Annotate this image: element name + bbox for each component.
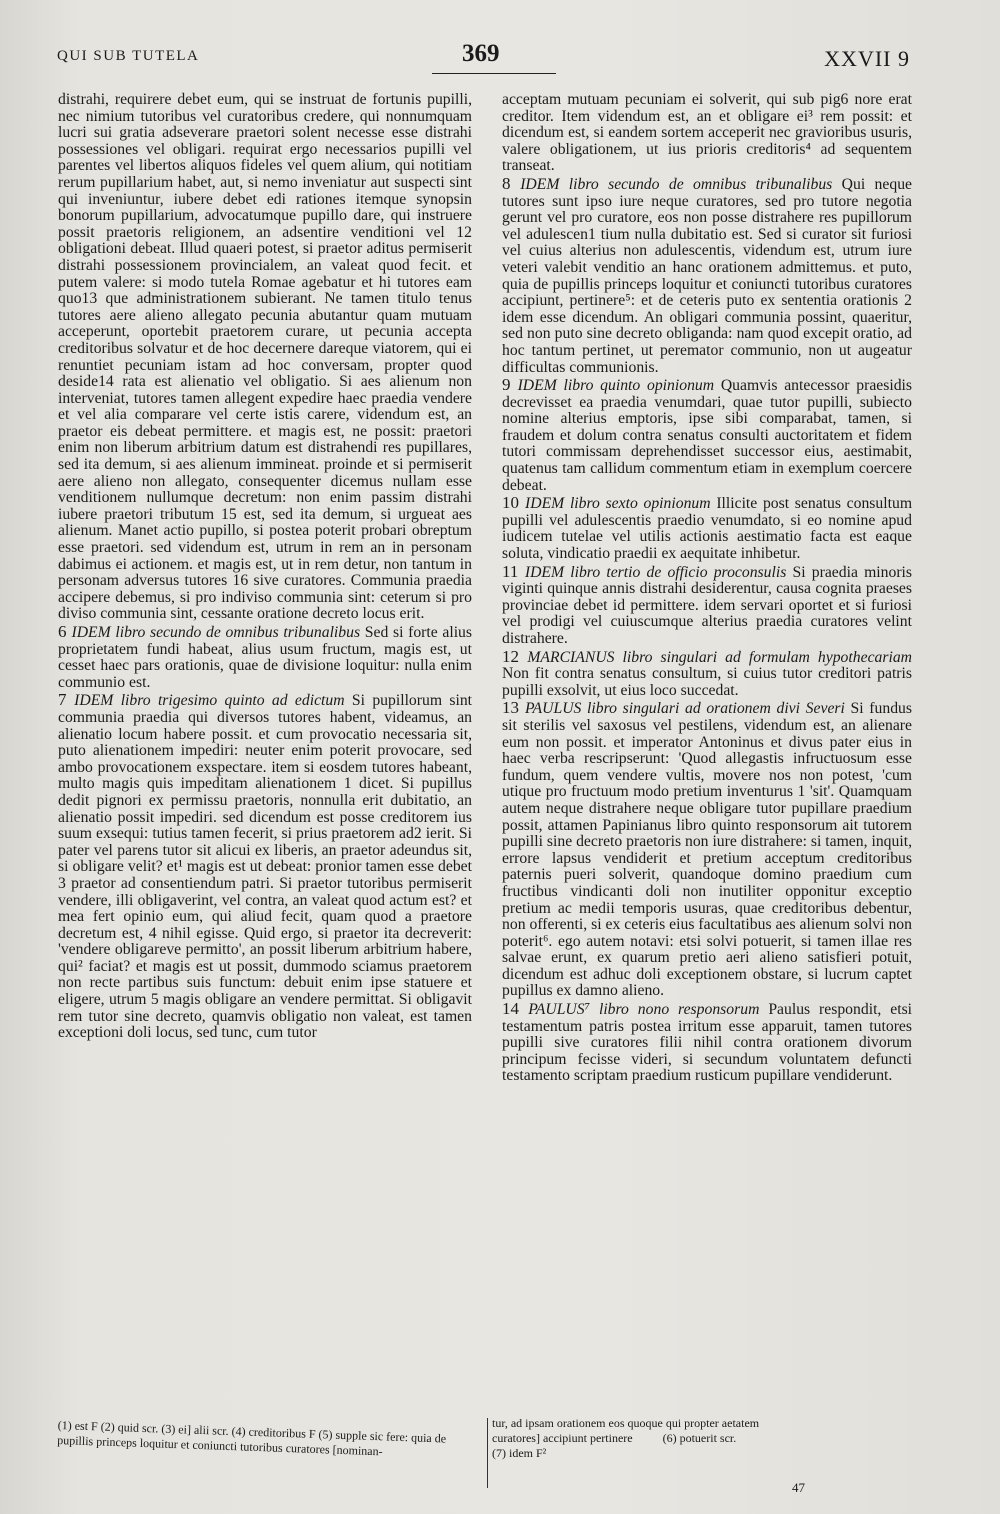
fragment-author: IDEM [520, 175, 560, 193]
fragment-number: 8 [502, 173, 521, 193]
right-column-text: acceptam mutuam pecuniam ei solverit, qui sub pig6 nore erat creditor. Item videndum est, an et obligare ei³ rem possit: et dicendum est, si eandem sortem acceperit nec gravioribus usuris, valere obligationem, ut ius prioris creditoris⁴ ad sequentem transeat. [502, 91, 912, 175]
fragment-paragraph [502, 700, 912, 1000]
fragment-author: PAULUS⁷ [528, 1001, 591, 1019]
fragment-number: 12 [502, 646, 528, 666]
footnote-divider [487, 1418, 488, 1488]
fragment-paragraph [502, 173, 913, 376]
fragment-text: Paulus respondit, etsi testamentum patris postea irritum esse apparuit, tamen tutores pupilli sive curatores filii nihil contra orationem divorum principum fecisse videri, si secundum voluntatem defuncti testamento scriptam praedium rusticum pupillare vendiderunt. [502, 1001, 913, 1085]
fragment-text: Sed si forte alius proprietatem fundi habeat, alius usum fructum, magis est, ut cesset haec pars orationis, quae de divisione loquitur: nulla enim communio est. [58, 624, 473, 691]
page-number: 369 [462, 40, 500, 67]
fragment-paragraph [502, 561, 913, 648]
footnotes-right [492, 1416, 912, 1461]
fragment-text: Si pupillorum sint communia praedia qui diversos tutores habent, videamus, an alienatio locum habere possit. et cum provocatio necessaria sit, puto alienationem impediri: neuter enim poterit provocare, sed ambo provocationem exspectare. item si eosdem tutores habeant, multo magis quis impeditam alienationem 1 dicet. Si pupillus dedit pignori ex permissu praetoris, nonnulla erit dubitatio, an alienatio possit impediri. sed dicendum est posse creditorem ius suum exsequi: tutius tamen fecerit, si prius praetorem ad2 ierit. Si pater vel parens tutor sit alicui ex liberis, an praetor adeundus sit, si obligare velit? et¹ magis est ut debeat: pronior tamen esse debet 3 praetor ad consentiendum patri. Si praetor tutoribus permiserit vendere, illi obligaverint, vel contra, an valeat quod actum est? et mea fert opinio eum, qui aliud fecit, quam quod a praetore decretum est, 4 nihil egisse. Quid ergo, si praetor ita decreverit: 'vendere obligareve permitto', an possit liberum arbitrium habere, qui² faciat? et magis est ut possit, dummodo sciamus praetorem non recte partibus suis functum: debuit enim ipse statuere et eligere, utrum 5 magis obligare an vendere permittat. Si obligavit rem tutor sine decreto, quamvis obligatio non valeat, est tamen exceptioni doli locus, sed tunc, cum tutor [58, 692, 473, 1042]
fragment-source: libro tertio de officio proconsulis [570, 563, 787, 581]
footnote-line: (7) idem F² [492, 1446, 547, 1460]
fragment-author: MARCIANUS [527, 648, 615, 666]
fragment-paragraph [502, 495, 912, 562]
running-header-title: QUI SUB TUTELA [57, 48, 200, 64]
fragment-paragraph [58, 692, 472, 1041]
fragment-paragraph [502, 377, 912, 494]
fragment-source: libro sexto opinionum [569, 495, 711, 513]
fragment-text: Si praedia minoris viginti quinque annis distrahi desiderentur, causa cognita praeses provinciae debet id permittere. idem servari oportet et si furiosi vel prodigi vel cuiuscumque alterius praedia curatores velint distrahere. [502, 563, 913, 647]
fragment-text: Si fundus sit sterilis vel saxosus vel pestilens, videndum est, an alienare eum non possit. et imperator Antoninus et divus pater eius in haec verba rescripserunt: 'Quod allegastis infructuosum esse fundum, quem vendere vultis, movere nos non potest, 'cum utique pro fructuum modo pretium inventurus 1 'sit'. Quamquam autem neque distrahere neque obligare tutor pupillare praedium possit, attamen Papinianus libro quinto responsorum ait tutorem pupilli sine decreto praetoris non iure distrahere: si tamen, inquit, errore lapsus vendiderit et pretium acceptum creditoribus paternis pueri solverit, quandoque domino praedium cum fructibus vindicanti doli non inutiliter opponitur exceptio pretium ac medii temporis usuras, quae creditoribus debentur, non offerenti, si ex ceteris eius facultatibus aes alienum solvi non poterit⁶. ego autem notavi: etsi solvi potuerit, si tamen illae res salvae erunt, ex quarum pretio aeri alieno satisfieri potuit, dicendum est adhuc doli exceptionem obstare, si lucrum captet pupillus ex damno alieno. [502, 700, 913, 1000]
right-text-column [502, 92, 912, 1085]
fragment-author: IDEM [71, 624, 111, 641]
fragment-text: Illicite post senatus consultum pupilli vel adulescentis praedio venumdato, si eo nomine apud iudicem tutelae vel utilis actionis aestimatio facta est eaque soluta, vindicatio praedii ex aequitate inhibetur. [502, 495, 913, 563]
fragment-source: libro secundo de omnibus tribunalibus [115, 624, 361, 641]
fragment-source: libro singulari ad orationem divi Severi [587, 700, 845, 718]
fragment-text: Non fit contra senatus consultum, si cuius tutor creditori patris pupilli exsolvit, ut eius loco succedat. [502, 665, 912, 699]
fragment-number: 14 [502, 999, 529, 1019]
signature-mark: 47 [792, 1480, 805, 1495]
fragment-paragraph [502, 1001, 912, 1085]
fragment-paragraph [502, 646, 913, 700]
fragment-text: Quamvis antecessor praesidis decrevisset ea praedia venumdari, quae tutor pupilli, subiecto nomine alterius emptoris, ipse sibi comparabat, tamen, si fraudem et dolum contra senatus consulti auctoritatem et fidem tutori commissam deprehendisset successor eius, aestimabit, quatenus tam callidum commentum etiam in exemplum coercere debeat. [502, 377, 913, 494]
fragment-author: IDEM [517, 377, 557, 395]
fragment-source: libro trigesimo quinto ad edictum [120, 692, 345, 710]
fragment-number: 11 [502, 561, 525, 581]
fragment-text: Qui neque tutores sunt ipso iure neque curatores, sed pro tutore negotia gerunt vel pro curatore, eos non posse distrahere res pupillorum vel adulescen1 tium nulla dubitatio est. Sed si curator sit furiosi vel cuius alterius non adulescentis, videndum est, utrum iure veteri valebit venditio an hanc orationem admittemus. et puto, quia de pupillis princeps loquitur et coniuncti tutoribus curatores accipiunt, pertinere⁵: et de ceteris puto ex sententia orationis 2 idem esse dicendum. An obligari communia possint, quaeritur, sed non puto sine decreto obliganda: nam quod excepit oratio, ad hoc tantum pertinet, ut peremator communio, non ut augeatur difficultas communionis. [502, 175, 913, 376]
footnote-line: curatores] accipiunt pertinere (6) potuerit scr. [492, 1431, 737, 1445]
fragment-author: IDEM [74, 692, 114, 710]
running-header-section: XXVII 9 [824, 46, 910, 71]
fragment-number: 6 [58, 622, 72, 641]
fragment-source: libro quinto opinionum [563, 377, 715, 395]
header-rule [432, 73, 556, 74]
left-text-column [58, 92, 472, 1042]
fragment-author: PAULUS [525, 700, 582, 718]
footnote-line: tur, ad ipsam orationem eos quoque qui propter aetatem [492, 1416, 760, 1430]
right-sections [502, 173, 913, 1085]
fragment-source: libro secundo de omnibus tribunalibus [568, 175, 833, 193]
fragment-number: 7 [58, 690, 75, 710]
fragment-source: libro singulari ad formulam hypothecariam [622, 648, 913, 666]
left-column-text: distrahi, requirere debet eum, qui se instruat de fortunis pupilli, nec nimium tutoribus vel curatoribus credere, qui nonnumquam lucri sui gratia adseverare praetori solent necesse esse distrahi possessiones vel obligari. requirat ergo necessarios pupilli vel parentes vel libertos aliquos fideles vel quem alium, qui notitiam rerum pupillarium habet, aut, si nemo inveniatur aut suspecti sint qui inveniuntur, iubere debet edi rationes itemque synopsin bonorum pupillarium, advocatumque pupillo dare, qui instruere possit praetoris religionem, an adsentire venditioni vel 12 obligationi debeat. Illud quaeri potest, si praetor aditus permiserit distrahi possessionem provincialem, an valeat quod fecit. et putem valere: si modo tutela Romae agebatur et hi tutores eam quo13 que administrationem subierant. Ne tamen titulo tenus tutores aere alieno allegato pecunia abutantur quam mutuam acceperunt, oportebit praetorem curare, ut pecunia accepta creditoribus solvatur et de hoc decernere dareque viatorem, qui ei renuntiet pecuniam istam ad hoc conversam, propter quod deside14 rata est alienatio vel obligatio. Si aes alienum non interveniat, tutores tamen allegent expedire haec praedia vendere et vel alia comparare vel certe istis carere, videndum est, an praetor eis debeat permittere. et magis est, ne possit: praetori enim non liberum arbitrium datum est distrahendi res pupillares, sed ita demum, si aes alienum immineat. proinde et si permiserit aere alieno non allegato, consequenter dicemus nullam esse venditionem nullumque decretum: non enim passim distrahi iubere praetori tributum 15 est, sed ita demum, si urgueat aes alienum. Manet actio pupillo, si postea poterit probari obreptum esse praetori. sed videndum est, utrum in rem an in personam dabimus ei actionem. et magis est, ut in rem detur, non tantum in personam adversus tutores 16 sive curatores. Communia praedia accipere debemus, si pro indiviso communia sint: ceterum si pro diviso communia sint, cessante oratione decreto locus erit. [58, 91, 472, 623]
fragment-number: 9 [502, 375, 518, 395]
fragment-author: IDEM [524, 563, 565, 581]
fragment-paragraph [58, 624, 472, 691]
fragment-author: IDEM [525, 495, 565, 513]
fragment-source: libro nono responsorum [598, 1001, 760, 1019]
fragment-number: 13 [502, 698, 525, 718]
left-sections [58, 624, 472, 1042]
fragment-number: 10 [502, 493, 526, 513]
footnotes-left: (1) est F (2) quid scr. (3) ei] alii scr. (4) creditoribus F (5) supple sic fere: quia de pupillis princeps loquitur et coniuncti tutoribus curatores [nominan- [56, 1418, 447, 1459]
